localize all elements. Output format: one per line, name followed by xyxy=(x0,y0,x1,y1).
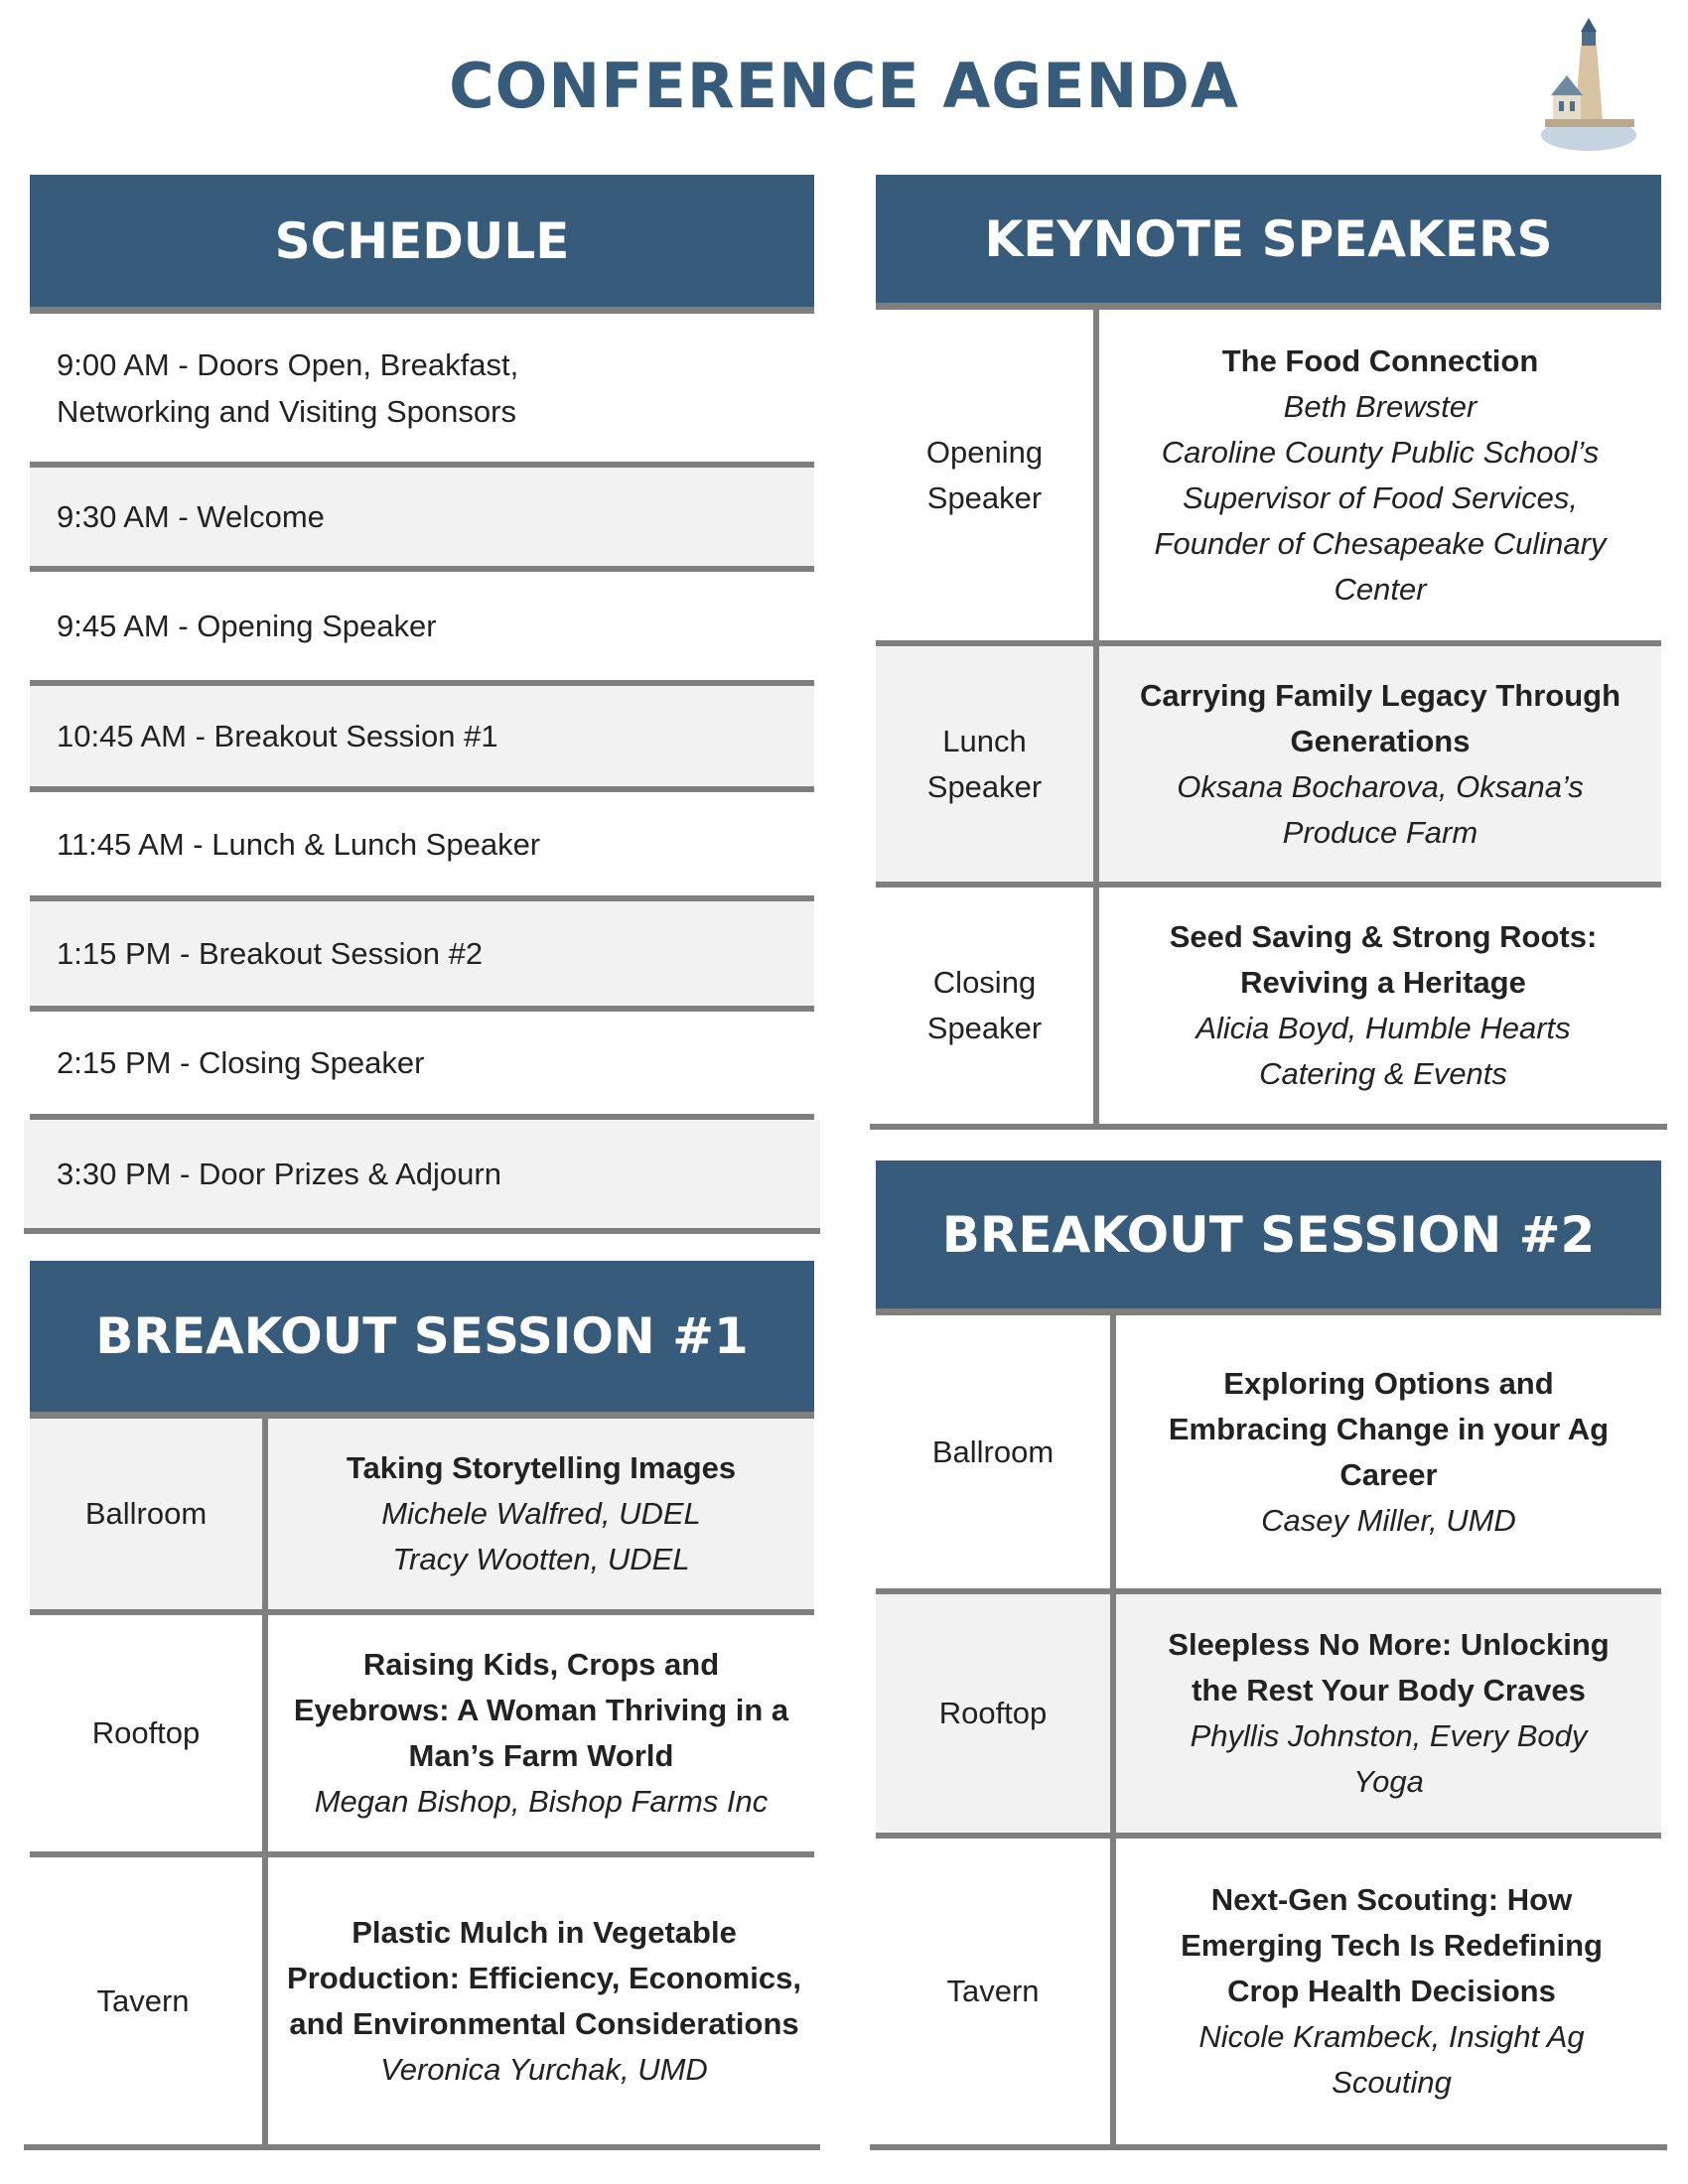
keynote-header: KEYNOTE SPEAKERS xyxy=(876,175,1661,310)
schedule-item xyxy=(30,901,814,1012)
session-title: Exploring Options and Embracing Change in your Ag Career xyxy=(1168,1365,1610,1492)
room-label: Tavern xyxy=(870,1839,1116,2144)
keynote-row xyxy=(870,887,1667,1130)
schedule-item xyxy=(30,314,814,468)
session-speaker: Megan Bishop, Bishop Farms Inc xyxy=(314,1784,769,1819)
schedule-item xyxy=(30,468,814,572)
breakout1-header: BREAKOUT SESSION #1 xyxy=(30,1261,814,1419)
keynote-row xyxy=(876,646,1661,887)
session-speaker: Casey Miller, UMD xyxy=(1261,1502,1516,1538)
session-title: Sleepless No More: Unlocking the Rest Your Body Craves xyxy=(1168,1627,1610,1707)
session-speaker: Nicole Krambeck, Insight Ag Scouting xyxy=(1198,2019,1585,2100)
session-speaker: Tracy Wootten, UDEL xyxy=(392,1542,690,1576)
room-label: Ballroom xyxy=(30,1419,268,1609)
keynote-row xyxy=(876,310,1661,646)
keynote-label: Lunch xyxy=(942,723,1027,758)
schedule-item xyxy=(24,1120,820,1234)
session-speaker: Phyllis Johnston, Every Body Yoga xyxy=(1190,1718,1588,1799)
schedule-item xyxy=(30,1012,814,1120)
session-row xyxy=(30,1615,814,1857)
session-row xyxy=(876,1594,1661,1839)
schedule-item xyxy=(30,686,814,792)
schedule-item-text: 9:00 AM - Doors Open, Breakfast, xyxy=(57,346,519,382)
schedule-item xyxy=(30,572,814,686)
schedule-item-text: 9:45 AM - Opening Speaker xyxy=(57,609,437,643)
keynote-speaker: Beth Brewster xyxy=(1283,388,1477,424)
schedule-item-text: 3:30 PM - Door Prizes & Adjourn xyxy=(57,1157,501,1191)
session-title: Taking Storytelling Images xyxy=(346,1450,737,1485)
schedule-item-text: 1:15 PM - Breakout Session #2 xyxy=(57,936,484,971)
session-title: Raising Kids, Crops and Eyebrows: A Woman Thriving in a Man’s Farm World xyxy=(293,1647,789,1773)
session-row xyxy=(870,1839,1667,2150)
keynote-title: Carrying Family Legacy Through Generations xyxy=(1139,677,1621,758)
keynote-label: Speaker xyxy=(926,1011,1043,1045)
keynote-detail: Caroline County Public School’s xyxy=(1161,434,1600,470)
keynote-detail: Founder of Chesapeake Culinary xyxy=(1154,525,1607,561)
room-label: Tavern xyxy=(24,1857,268,2144)
keynote-label: Opening xyxy=(925,434,1044,470)
session-speaker: Michele Walfred, UDEL xyxy=(381,1496,701,1531)
session-speaker: Veronica Yurchak, UMD xyxy=(380,2051,708,2087)
keynote-label: Speaker xyxy=(926,768,1043,804)
schedule-item-text: 11:45 AM - Lunch & Lunch Speaker xyxy=(57,826,541,862)
page-title: CONFERENCE AGENDA xyxy=(449,50,1239,122)
keynote-speaker: Alicia Boyd, Humble Hearts Catering & Events xyxy=(1196,1011,1571,1091)
session-row xyxy=(30,1419,814,1615)
keynote-speaker: Oksana Bocharova, Oksana’s Produce Farm xyxy=(1177,768,1584,850)
room-label: Rooftop xyxy=(30,1615,268,1851)
keynote-title: Seed Saving & Strong Roots: Reviving a Heritage xyxy=(1169,919,1598,1000)
schedule-item-text: 9:30 AM - Welcome xyxy=(57,499,325,534)
session-row xyxy=(876,1315,1661,1594)
session-title: Plastic Mulch in Vegetable Production: Efficiency, Economics, and Environmental Considerations xyxy=(287,1914,801,2041)
breakout2-header: BREAKOUT SESSION #2 xyxy=(876,1160,1661,1315)
keynote-title: The Food Connection xyxy=(1221,342,1539,378)
schedule-item-text: 2:15 PM - Closing Speaker xyxy=(57,1045,425,1080)
schedule-header: SCHEDULE xyxy=(30,175,814,314)
keynote-label: Speaker xyxy=(926,479,1043,515)
lighthouse-icon xyxy=(1529,16,1648,160)
keynote-label: Closing xyxy=(932,965,1037,1000)
session-row xyxy=(24,1857,820,2150)
schedule-item-text: 10:45 AM - Breakout Session #1 xyxy=(57,719,498,753)
schedule-item-text: Networking and Visiting Sponsors xyxy=(57,393,516,429)
room-label: Ballroom xyxy=(876,1315,1116,1588)
room-label: Rooftop xyxy=(876,1594,1116,1833)
session-title: Next-Gen Scouting: How Emerging Tech Is Redefining Crop Health Decisions xyxy=(1181,1882,1603,2008)
keynote-detail: Supervisor of Food Services, xyxy=(1182,479,1578,515)
schedule-item xyxy=(30,792,814,901)
keynote-detail: Center xyxy=(1334,571,1427,607)
